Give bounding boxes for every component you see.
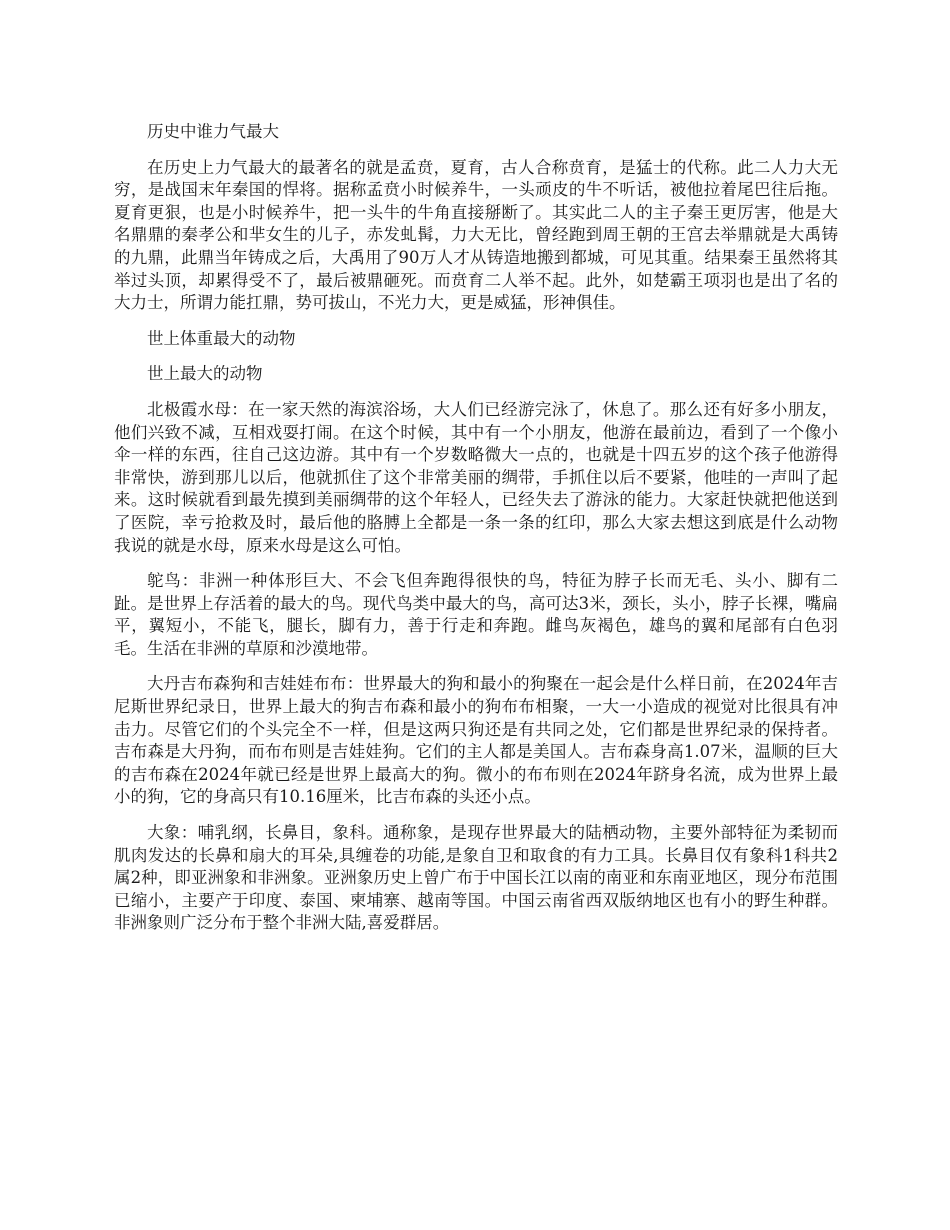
section-heading: 世上体重最大的动物 bbox=[147, 328, 296, 348]
paragraph-ostrich: 鸵鸟：非洲一种体形巨大、不会飞但奔跑得很快的鸟，特征为脖子长而无毛、头小、脚有二趾。是世界上存活着的最大的鸟。现代鸟类中最大的鸟，高可达3米，颈长，头小，脖子长裸，嘴扁平，翼短小，不能飞，腿长，脚有力，善于行走和奔跑。雌鸟灰褐色，雄鸟的翼和尾部有白色羽毛。生活在非洲的草原和沙漠地带。 bbox=[114, 571, 838, 658]
paragraph-dogs: 大丹吉布森狗和吉娃娃布布：世界最大的狗和最小的狗聚在一起会是什么样日前，在2024年吉尼斯世界纪录日，世界上最大的狗吉布森和最小的狗布布相聚，一大一小造成的视觉对比很具有冲击力。尽管它们的个头完全不一样，但是这两只狗还是有共同之处，它们都是世界纪录的保持者。吉布森是大丹狗，而布布则是吉娃娃狗。它们的主人都是美国人。吉布森身高1.07米，温顺的巨大的吉布森在2024年就已经是世界上最高大的狗。微小的布布则在2024年跻身名流，成为世界上最小的狗，它的身高只有10.16厘米，比吉布森的头还小点。 bbox=[114, 674, 838, 807]
section-heading: 世上最大的动物 bbox=[147, 364, 263, 384]
paragraph-jellyfish: 北极霞水母：在一家天然的海滨浴场，大人们已经游完泳了，休息了。那么还有好多小朋友，他们兴致不减，互相戏耍打闹。在这个时候，其中有一个小朋友，他游在最前边，看到了一个像小伞一样的东西，往自己这边游。其中有一个岁数略微大一点的，也就是十四五岁的这个孩子他游得非常快，游到那儿以后，他就抓住了这个非常美丽的绸带，手抓住以后不要紧，他哇的一声叫了起来。这时候就看到最先摸到美丽绸带的这个年轻人，已经失去了游泳的能力。大家赶快就把他送到了医院，幸亏抢救及时，最后他的胳膊上全都是一条一条的红印，那么大家去想这到底是什么动物我说的就是水母，原来水母是这么可怕。 bbox=[114, 399, 838, 555]
paragraph-elephant: 大象：哺乳纲，长鼻目，象科。通称象，是现存世界最大的陆栖动物，主要外部特征为柔韧而肌肉发达的长鼻和扇大的耳朵,具缠卷的功能,是象自卫和取食的有力工具。长鼻目仅有象科1科共2属2种，即亚洲象和非洲象。亚洲象历史上曾广布于中国长江以南的南亚和东南亚地区，现分布范围已缩小，主要产于印度、泰国、柬埔寨、越南等国。中国云南省西双版纳地区也有小的野生种群。非洲象则广泛分布于整个非洲大陆,喜爱群居。 bbox=[114, 823, 838, 933]
paragraph-strongest-in-history: 在历史上力气最大的最著名的就是孟贲，夏育，古人合称贲育，是猛士的代称。此二人力大无穷，是战国末年秦国的悍将。据称孟贲小时候养牛，一头顽皮的牛不听话，被他拉着尾巴往后拖。夏育更狠，也是小时候养牛，把一头牛的牛角直接掰断了。其实此二人的主子秦王更厉害，他是大名鼎鼎的秦孝公和芈女生的儿子，赤发虬髯，力大无比，曾经跑到周王朝的王宫去举鼎就是大禹铸的九鼎，此鼎当年铸成之后，大禹用了90万人才从铸造地搬到都城，可见其重。结果秦王虽然将其举过头顶，却累得受不了，最后被鼎砸死。而贲育二人举不起。此外，如楚霸王项羽也是出了名的大力士，所谓力能扛鼎，势可拔山，不光力大，更是威猛，形神俱佳。 bbox=[114, 157, 838, 313]
section-heading: 历史中谁力气最大 bbox=[147, 122, 279, 141]
document-body bbox=[114, 121, 838, 948]
